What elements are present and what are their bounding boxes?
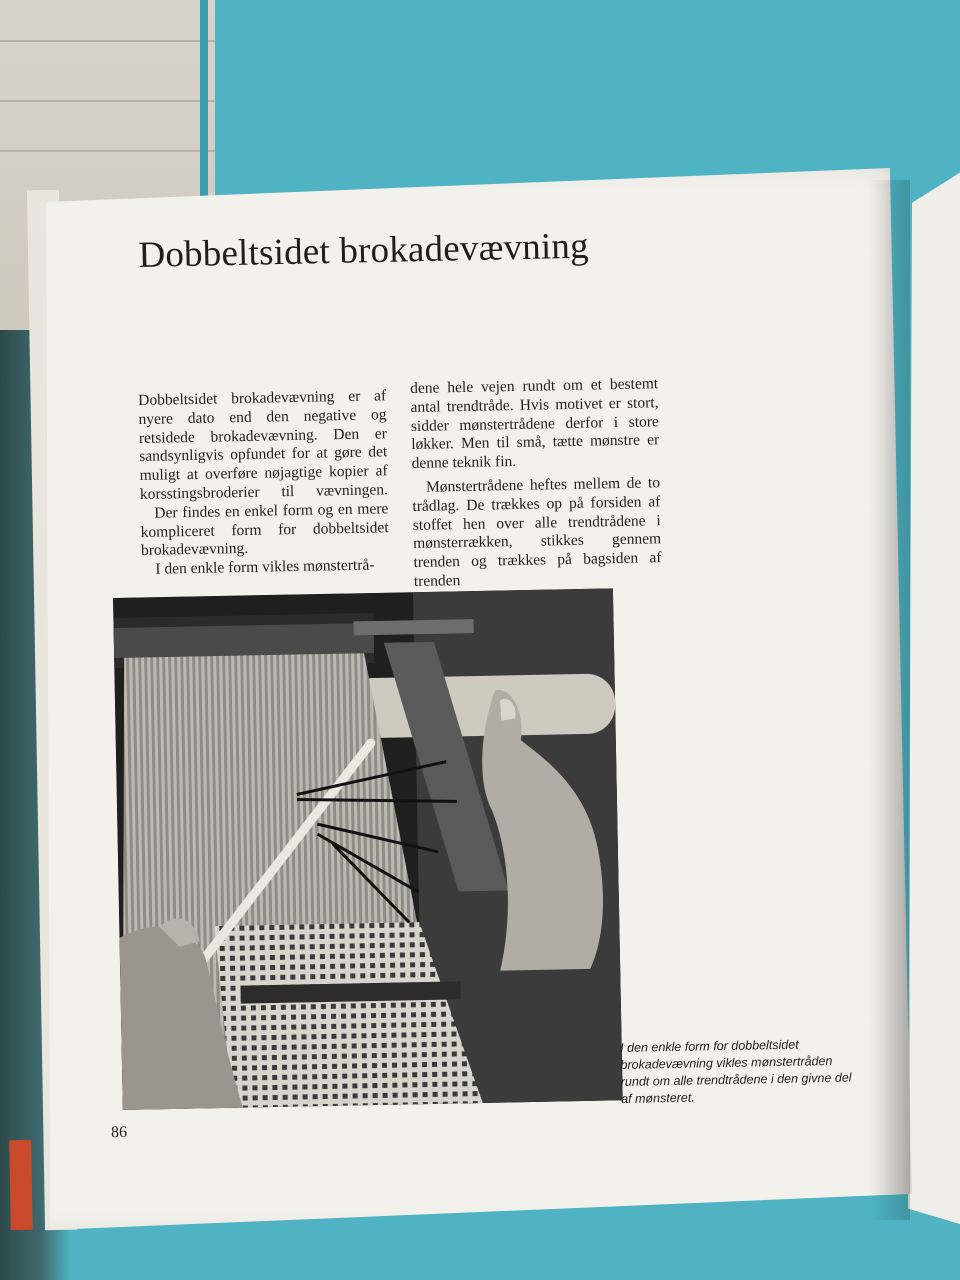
caption-text: I den enkle form for dobbeltsidet brokadevævning vikles mønstertråden rundt om alle trendtrådene i den givne del af mønsteret. <box>620 1037 852 1106</box>
paragraph: Dobbeltsidet brokadevævning er af nyere dato end den negative og retsidede brokadevævning. Den er sandsynligvis opfundet for at gøre det muligt at overføre nøjagtige kopier af korsstingsbroderier til vævningen. <box>138 387 389 503</box>
photo-caption <box>620 1035 861 1108</box>
page-number: 86 <box>110 1123 128 1142</box>
paragraph: dene hele vejen rundt om et bestemt antal trendtråde. Hvis motivet er stort, sidder mønstertrådene derfor i store løkker. Men til små, tætte mønstre er denne teknik fin. <box>410 375 660 473</box>
book-spine <box>9 1140 33 1230</box>
gutter-shadow <box>870 180 910 1220</box>
weaving-photo <box>113 588 623 1110</box>
text-column-left <box>138 387 390 580</box>
photo-illustration <box>113 588 623 1110</box>
paragraph: I den enkle form vikles mønstertrå- <box>155 556 375 578</box>
text-column-right <box>410 375 662 591</box>
paragraph: Der findes en enkel form og en mere kompliceret form for dobbeltsidet brokadevævning. <box>140 499 389 560</box>
page-title: Dobbeltsidet brokadevævning <box>138 225 590 276</box>
paragraph: Mønstertrådene heftes mellem de to trådlag. De trækkes op på forsiden af stoffet hen over alle trendtrådene i mønsterrækken, stikkes gennem trenden og trækkes på bagsiden af trenden <box>412 474 662 590</box>
